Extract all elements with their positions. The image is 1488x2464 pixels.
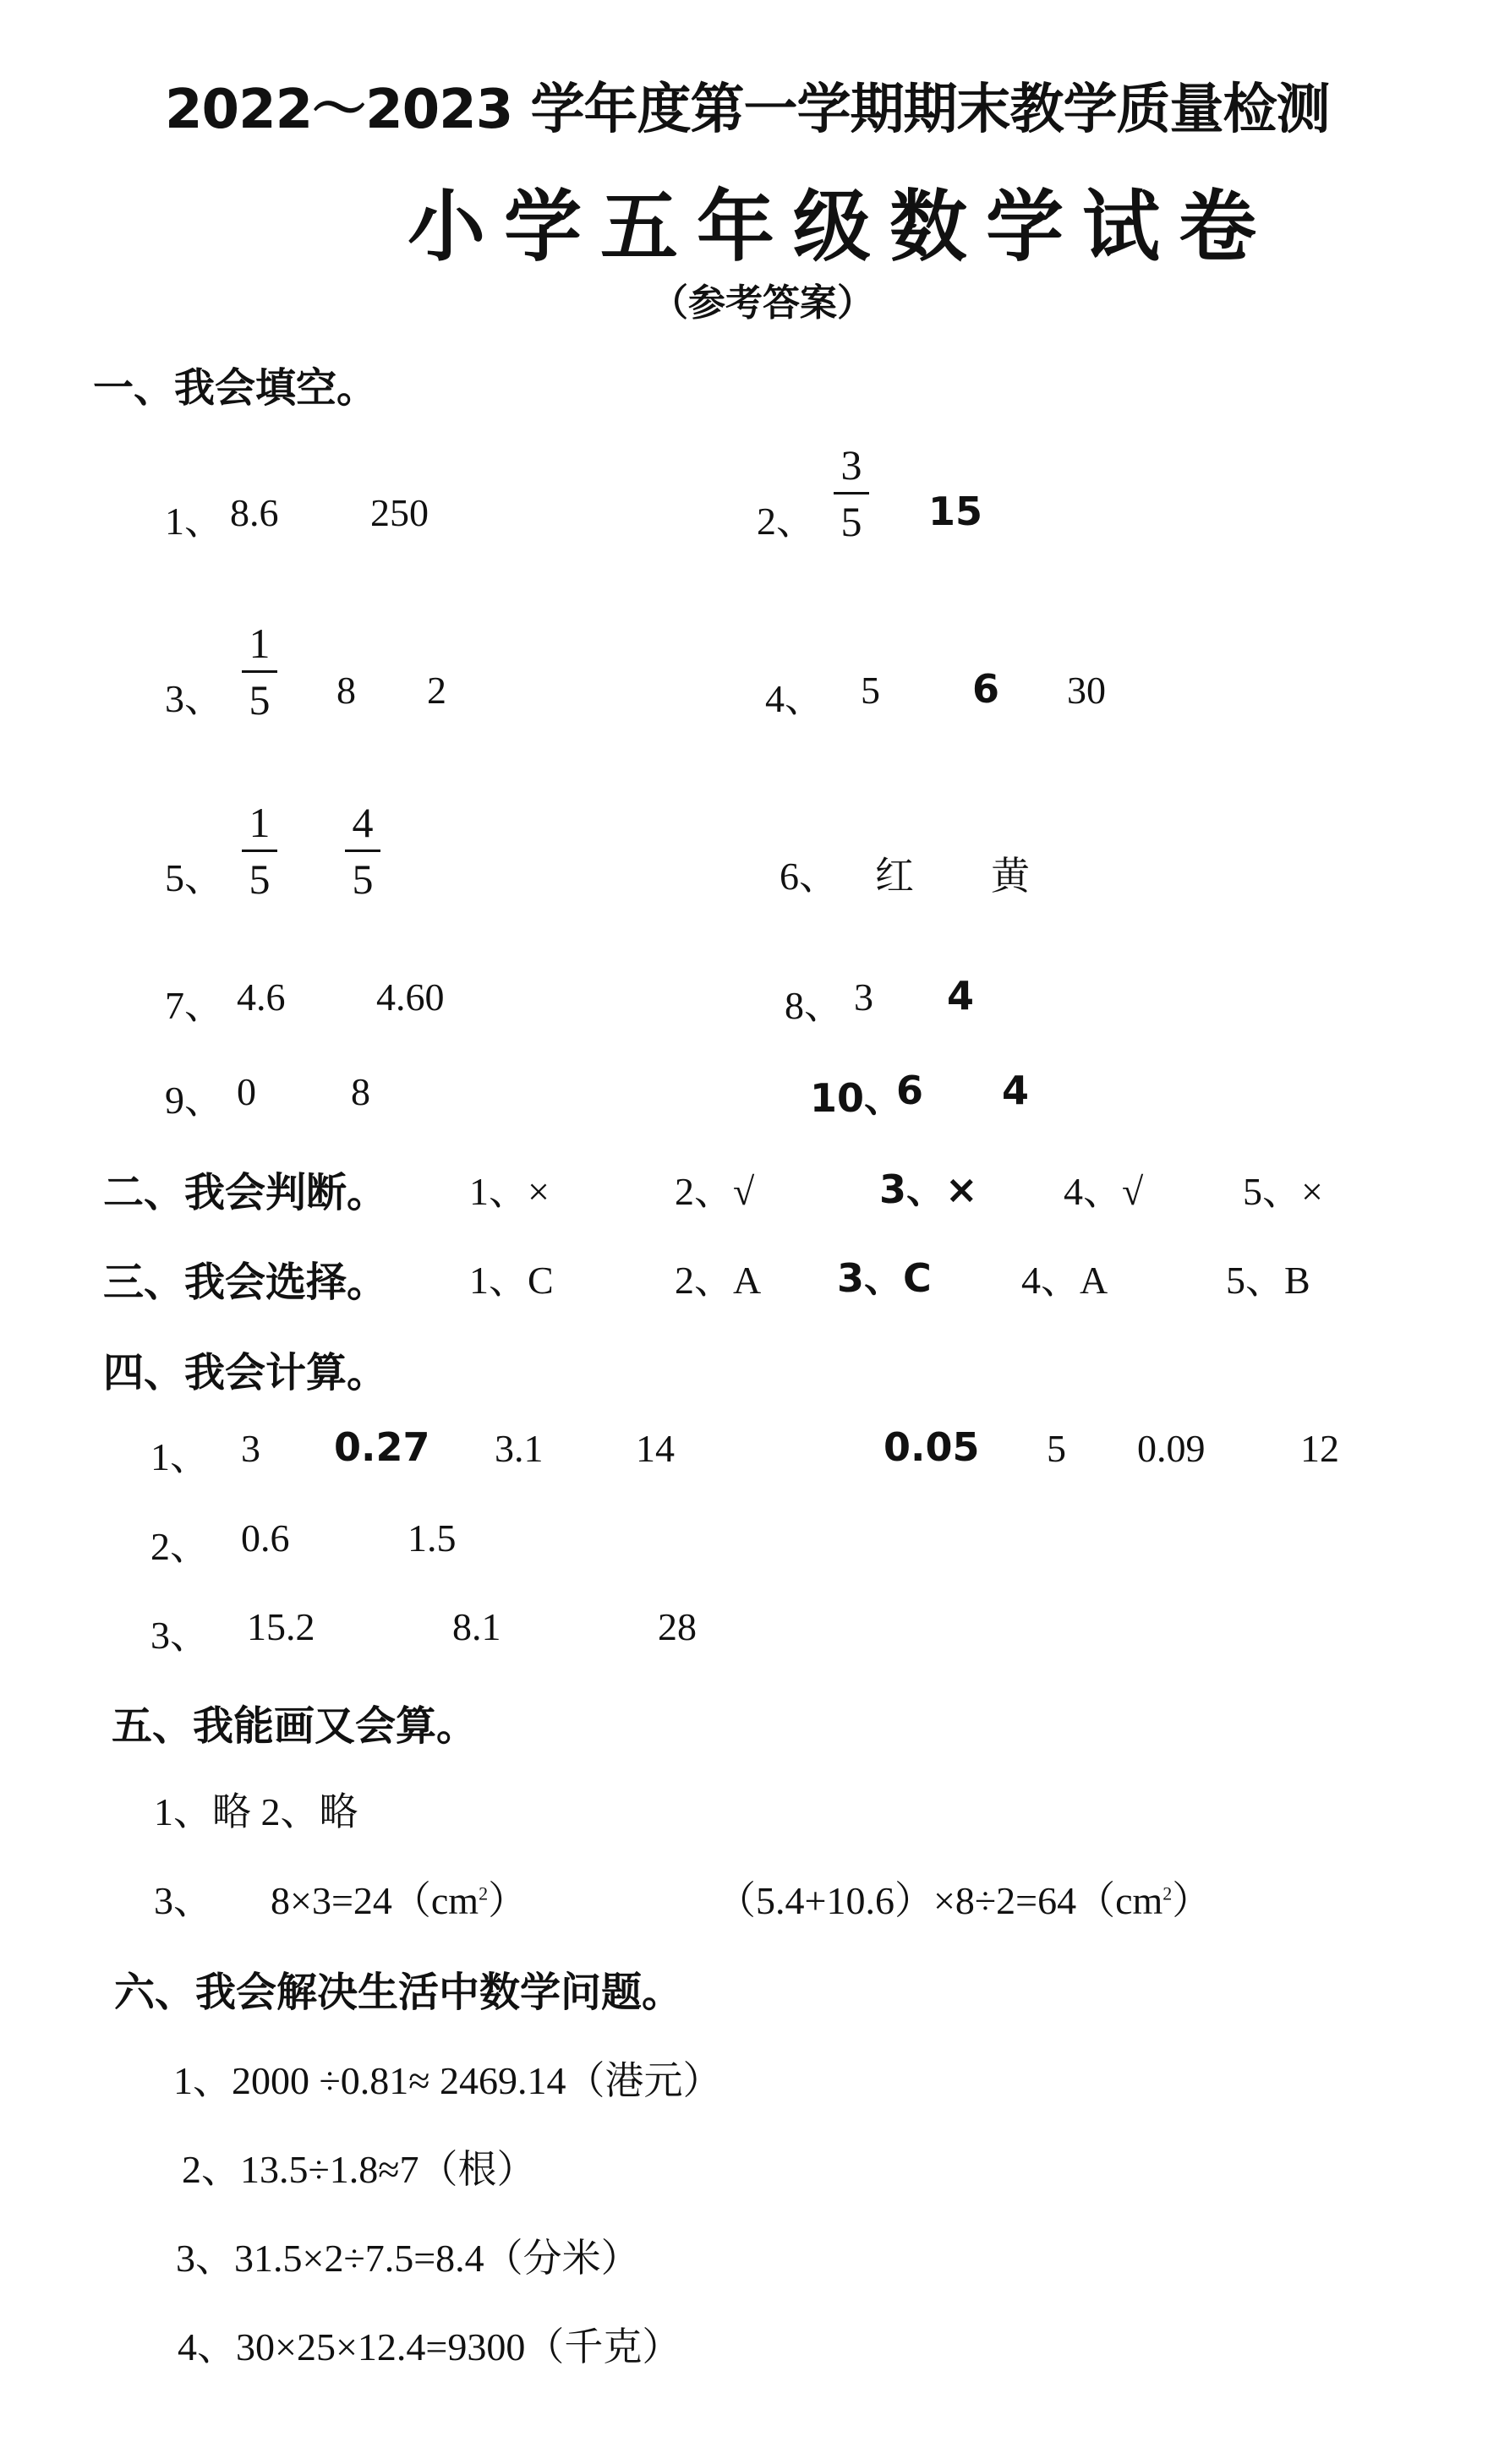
draw-answer-1-2: 1、略 2、略 bbox=[154, 1790, 358, 1833]
calc-row1-value: 0.05 bbox=[884, 1424, 980, 1470]
q8-answer-b: 4 bbox=[947, 973, 975, 1019]
draw-answer-3-label: 3、 bbox=[154, 1879, 212, 1922]
calc-row1-value: 3.1 bbox=[495, 1427, 544, 1470]
q5-fraction-2 bbox=[342, 799, 384, 903]
q9-answer-b: 8 bbox=[351, 1070, 370, 1113]
q2-fraction bbox=[830, 441, 873, 545]
area-formula-1: 8×3=24（cm bbox=[271, 1879, 479, 1922]
q4-answer-b: 6 bbox=[972, 666, 1000, 712]
q5-label: 5、 bbox=[165, 856, 223, 899]
judge-answer-5: 5、× bbox=[1243, 1170, 1323, 1213]
calc-row2-value: 0.6 bbox=[241, 1516, 290, 1560]
subtitle: （参考答案） bbox=[651, 281, 874, 325]
q4-answer-a: 5 bbox=[861, 669, 880, 712]
q5-fraction-1 bbox=[238, 799, 281, 903]
q5-fraction-bar-2 bbox=[345, 850, 380, 852]
calc-row2-label: 2、 bbox=[150, 1525, 209, 1568]
q8-label: 8、 bbox=[785, 984, 843, 1027]
problem-answer-2: 2、13.5÷1.8≈7（根） bbox=[182, 2148, 536, 2191]
q2-denominator: 5 bbox=[840, 498, 862, 545]
q6-answer-a: 红 bbox=[875, 855, 914, 898]
unit-exponent-1: 2 bbox=[479, 1882, 489, 1904]
section6-heading: 六、我会解决生活中数学问题。 bbox=[114, 1969, 683, 2016]
calc-row3-value: 28 bbox=[658, 1605, 697, 1648]
q2-fraction-bar bbox=[834, 492, 869, 494]
q5-numerator-2: 4 bbox=[352, 799, 374, 846]
judge-answer-1: 1、× bbox=[469, 1170, 550, 1213]
q10-answer-b: 4 bbox=[1002, 1068, 1030, 1113]
q6-label: 6、 bbox=[780, 855, 838, 898]
title-line2: 小学五年级数学试卷 bbox=[408, 182, 1276, 272]
calc-row1-value: 0.09 bbox=[1137, 1427, 1206, 1470]
section5-heading: 五、我能画又会算。 bbox=[112, 1702, 478, 1750]
q5-denominator-1: 5 bbox=[249, 855, 271, 903]
calc-row1-value: 5 bbox=[1047, 1427, 1066, 1470]
calc-row1-value: 14 bbox=[636, 1427, 675, 1470]
title-line1: 2022～2023 学年度第一学期期末教学质量检测 bbox=[165, 79, 1330, 141]
q6-answer-b: 黄 bbox=[991, 855, 1030, 898]
q2-answer-b: 15 bbox=[928, 489, 983, 534]
calc-row1-label: 1、 bbox=[150, 1435, 209, 1478]
q3-answer-c: 2 bbox=[427, 669, 446, 712]
judge-answer-2: 2、√ bbox=[675, 1170, 755, 1213]
section2-heading: 二、我会判断。 bbox=[103, 1169, 388, 1216]
unit-exponent-2: 2 bbox=[1162, 1882, 1173, 1904]
q8-answer-a: 3 bbox=[854, 975, 873, 1019]
q9-label: 9、 bbox=[165, 1079, 223, 1122]
calc-row3-value: 15.2 bbox=[247, 1605, 315, 1648]
q7-answer-a: 4.6 bbox=[237, 975, 286, 1019]
draw-answer-3-trapezoid bbox=[717, 1870, 1211, 1926]
q1-answer-b: 250 bbox=[370, 491, 429, 534]
section3-heading: 三、我会选择。 bbox=[103, 1259, 388, 1306]
calc-row2-value: 1.5 bbox=[408, 1516, 457, 1560]
q2-numerator: 3 bbox=[840, 441, 862, 489]
judge-answer-4: 4、√ bbox=[1064, 1170, 1144, 1213]
calc-row3-value: 8.1 bbox=[452, 1605, 501, 1648]
calc-row3-label: 3、 bbox=[150, 1614, 209, 1657]
problem-answer-1: 1、2000 ÷0.81≈ 2469.14（港元） bbox=[173, 2059, 722, 2102]
q9-answer-a: 0 bbox=[237, 1070, 256, 1113]
q5-denominator-2: 5 bbox=[352, 855, 374, 903]
q5-numerator-1: 1 bbox=[249, 799, 271, 846]
section4-heading: 四、我会计算。 bbox=[103, 1349, 388, 1396]
q3-fraction bbox=[238, 620, 281, 724]
q1-answer-a: 8.6 bbox=[230, 491, 279, 534]
q7-label: 7、 bbox=[165, 984, 223, 1027]
section1-heading: 一、我会填空。 bbox=[93, 364, 378, 412]
q3-numerator: 1 bbox=[249, 620, 271, 667]
q3-denominator: 5 bbox=[249, 676, 271, 724]
q4-answer-c: 30 bbox=[1067, 669, 1106, 712]
q3-answer-b: 8 bbox=[336, 669, 356, 712]
q3-label: 3、 bbox=[165, 677, 223, 720]
area-close-2: ） bbox=[1172, 1879, 1212, 1922]
q7-answer-b: 4.60 bbox=[376, 975, 445, 1019]
choice-answer-4: 4、A bbox=[1021, 1259, 1108, 1302]
judge-answer-3: 3、× bbox=[879, 1166, 978, 1212]
choice-answer-2: 2、A bbox=[675, 1259, 762, 1302]
q5-fraction-bar-1 bbox=[242, 850, 277, 852]
q1-label: 1、 bbox=[165, 500, 223, 543]
choice-answer-3: 3、C bbox=[837, 1255, 932, 1301]
q2-label: 2、 bbox=[757, 500, 815, 543]
calc-row1-value: 0.27 bbox=[334, 1424, 430, 1470]
problem-answer-4: 4、30×25×12.4=9300（千克） bbox=[178, 2325, 681, 2368]
q3-fraction-bar bbox=[242, 670, 277, 673]
choice-answer-1: 1、C bbox=[469, 1259, 554, 1302]
calc-row1-value: 3 bbox=[241, 1427, 260, 1470]
calc-row1-value: 12 bbox=[1300, 1427, 1339, 1470]
draw-answer-3-rectangle bbox=[271, 1870, 527, 1926]
q10-answer-a: 6 bbox=[896, 1068, 924, 1113]
area-close-1: ） bbox=[488, 1879, 528, 1922]
choice-answer-5: 5、B bbox=[1226, 1259, 1310, 1302]
q4-label: 4、 bbox=[765, 677, 823, 720]
q10-label: 10、 bbox=[810, 1075, 904, 1121]
area-formula-2: （5.4+10.6）×8÷2=64（cm bbox=[717, 1879, 1163, 1922]
problem-answer-3: 3、31.5×2÷7.5=8.4（分米） bbox=[176, 2237, 640, 2280]
